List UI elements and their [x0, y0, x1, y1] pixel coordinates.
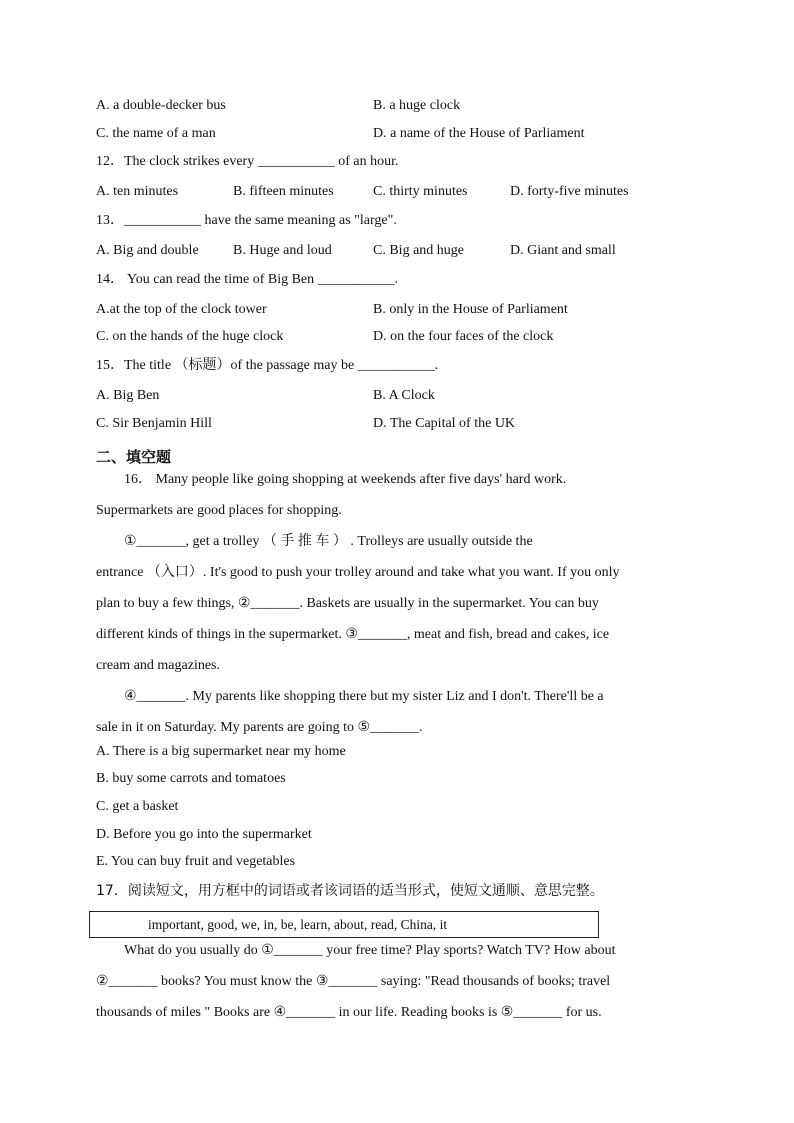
q13-option-d: D. Giant and small: [510, 243, 616, 258]
q12-option-b: B. fifteen minutes: [233, 184, 334, 199]
q13-option-c: C. Big and huge: [373, 243, 464, 258]
q16-line-1: 16． Many people like going shopping at weekends after five days' hard work.: [124, 472, 567, 487]
q12-options: [96, 183, 696, 201]
q16-line-4: entrance （入口）. It's good to push your trolley around and take what you want. If you only: [96, 565, 620, 580]
q16-option-e: E. You can buy fruit and vegetables: [96, 854, 296, 869]
q13-options: [96, 242, 696, 260]
q17-word-bank-box: [89, 911, 599, 938]
q14-options-row-1: [96, 301, 696, 319]
q11-option-d: D. a name of the House of Parliament: [373, 126, 585, 141]
q15-options-row-2: [96, 415, 696, 433]
q16-line-8: ④_______. My parents like shopping there but my sister Liz and I don't. There'll be a: [124, 689, 604, 704]
q15-option-c: C. Sir Benjamin Hill: [96, 416, 212, 431]
q14-option-c: C. on the hands of the huge clock: [96, 329, 284, 344]
q14-stem: 14． You can read the time of Big Ben ___________.: [96, 272, 399, 287]
q16-line-9: sale in it on Saturday. My parents are going to ⑤_______.: [96, 720, 423, 735]
q16-option-b: B. buy some carrots and tomatoes: [96, 771, 286, 786]
q16-line-7: cream and magazines.: [96, 658, 220, 673]
q14-option-b: B. only in the House of Parliament: [373, 302, 568, 317]
q15-option-b: B. A Clock: [373, 388, 435, 403]
q11-options-row-1: [96, 97, 696, 115]
q13-stem: 13．___________ have the same meaning as "large".: [96, 213, 397, 228]
q16-option-a: A. There is a big supermarket near my home: [96, 744, 346, 759]
q15-options-row-1: [96, 387, 696, 405]
q17-line-1: What do you usually do ①_______ your free time? Play sports? Watch TV? How about: [124, 943, 616, 958]
q16-passage: [96, 471, 696, 750]
q17-passage: [96, 942, 696, 1035]
q12-option-a: A. ten minutes: [96, 184, 179, 199]
q16-line-3: ①_______, get a trolley （ 手 推 车 ） . Trolleys are usually outside the: [124, 534, 533, 549]
q15-option-a: A. Big Ben: [96, 388, 160, 403]
q12-stem: 12．The clock strikes every ___________ of an hour.: [96, 154, 399, 169]
q16-option-c: C. get a basket: [96, 799, 179, 814]
q15-stem: 15．The title （标题）of the passage may be ___________.: [96, 358, 439, 373]
q12-option-d: D. forty-five minutes: [510, 184, 629, 199]
q14-option-a: A.at the top of the clock tower: [96, 302, 267, 317]
q12-option-c: C. thirty minutes: [373, 184, 468, 199]
q11-option-a: A. a double-decker bus: [96, 98, 226, 113]
q16-line-2: Supermarkets are good places for shopping.: [96, 503, 342, 518]
q15-option-d: D. The Capital of the UK: [373, 416, 516, 431]
q11-options-row-2: [96, 125, 696, 143]
q17-instruction: 17．阅读短文，用方框中的词语或者该词语的适当形式，使短文通顺、意思完整。: [96, 883, 604, 899]
q14-options-row-2: [96, 328, 696, 346]
q16-line-6: different kinds of things in the supermarket. ③_______, meat and fish, bread and cakes, ice: [96, 627, 610, 642]
q11-option-b: B. a huge clock: [373, 98, 461, 113]
q13-option-a: A. Big and double: [96, 243, 199, 258]
q11-option-c: C. the name of a man: [96, 126, 216, 141]
q14-option-d: D. on the four faces of the clock: [373, 329, 554, 344]
q16-line-5: plan to buy a few things, ②_______. Baskets are usually in the supermarket. You can buy: [96, 596, 599, 611]
q17-line-2: ②_______ books? You must know the ③_______ saying: "Read thousands of books; travel: [96, 974, 611, 989]
section-heading: 二、填空题: [96, 448, 172, 466]
q13-option-b: B. Huge and loud: [233, 243, 332, 258]
q17-word-bank: important, good, we, in, be, learn, about, read, China, it: [148, 917, 448, 932]
q16-option-d: D. Before you go into the supermarket: [96, 827, 312, 842]
q17-line-3: thousands of miles " Books are ④_______ in our life. Reading books is ⑤_______ for us.: [96, 1005, 602, 1020]
